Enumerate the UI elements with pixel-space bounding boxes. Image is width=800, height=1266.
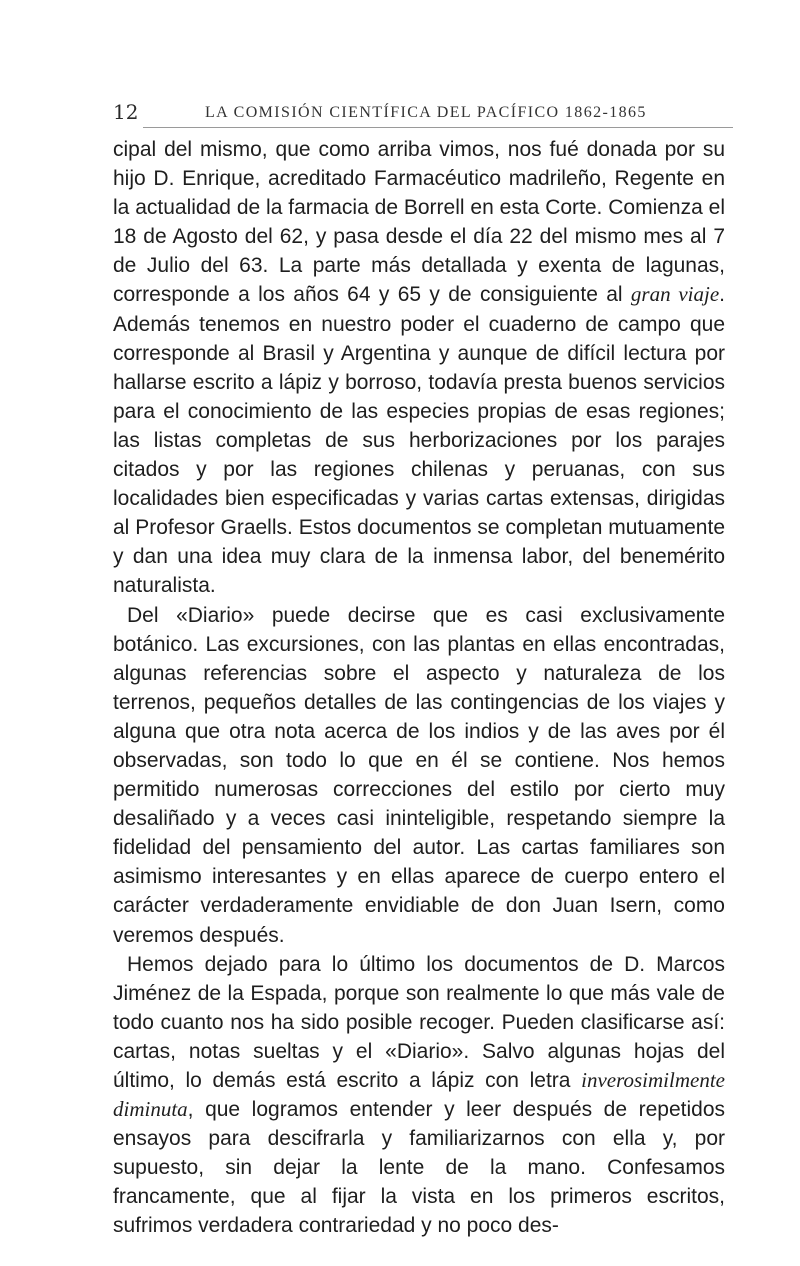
paragraph-3 <box>113 950 725 1241</box>
paragraph-1-text-b: . Además tenemos en nuestro poder el cuaderno de campo que corresponde al Brasil y Argentina y aunque de difícil lectura por hallarse escrito a lápiz y borroso, todavía presta buenos servicios para el conocimiento de las especies propias de esas regiones; las listas completas de sus herborizaciones por los parajes citados y por las regiones chilenas y peruanas, con sus localidades bien especificadas y varias cartas extensas, dirigidas al Profesor Graells. Estos documentos se completan mutuamente y dan una idea muy clara de la inmensa labor, del benemérito naturalista. <box>113 283 726 598</box>
paragraph-1-text-a: cipal del mismo, que como arriba vimos, nos fué donada por su hijo D. Enrique, acreditado Farmacéutico madrileño, Regente en la actualidad de la farmacia de Borrell en esta Corte. Comienza el 18 de Agosto del 62, y pasa desde el día 22 del mismo mes al 7 de Julio del 63. La parte más detallada y exenta de lagunas, corresponde a los años 64 y 65 y de consiguiente al <box>113 138 725 307</box>
header-rule <box>143 127 733 128</box>
paragraph-1 <box>113 135 725 601</box>
running-title: LA COMISIÓN CIENTÍFICA DEL PACÍFICO 1862-1865 <box>205 104 647 121</box>
running-header <box>113 72 723 124</box>
paragraph-3-text-b: , que logramos entender y leer después de repetidos ensayos para descifrarla y familiarizarnos con ella y, por supuesto, sin dejar la lente de la mano. Confesamos francamente, que al fijar la vista en los primeros escritos, sufrimos verdadera contrariedad y no poco des- <box>113 1098 725 1238</box>
page-number: 12 <box>113 100 139 124</box>
italic-inverosimilmente: inverosimilmente diminuta <box>113 1068 725 1122</box>
italic-gran-viaje: gran viaje <box>630 282 720 307</box>
paragraph-2: Del «Diario» puede decirse que es casi exclusivamente botánico. Las excursiones, con las plantas en ellas encontradas, algunas referencias sobre el aspecto y naturaleza de los terrenos, pequeños detalles de las contingencias de los viajes y alguna que otra nota acerca de los indios y de las aves por él observadas, son todo lo que en él se contiene. Nos hemos permitido numerosas correcciones del estilo por cierto muy desaliñado y a veces casi ininteligible, respetando siempre la fidelidad del pensamiento del autor. Las cartas familiares son asimismo interesantes y en ellas aparece de cuerpo entero el carácter verdaderamente envidiable de don Juan Isern, como veremos después. <box>113 603 725 947</box>
paragraph-3-text-a: Hemos dejado para lo último los documentos de D. Marcos Jiménez de la Espada, porque son realmente lo que más vale de todo cuanto nos ha sido posible recoger. Pueden clasificarse así: cartas, notas sueltas y el «Diario». Salvo algunas hojas del último, lo demás está escrito a lápiz con letra <box>113 952 725 1092</box>
body-text <box>113 135 725 1241</box>
